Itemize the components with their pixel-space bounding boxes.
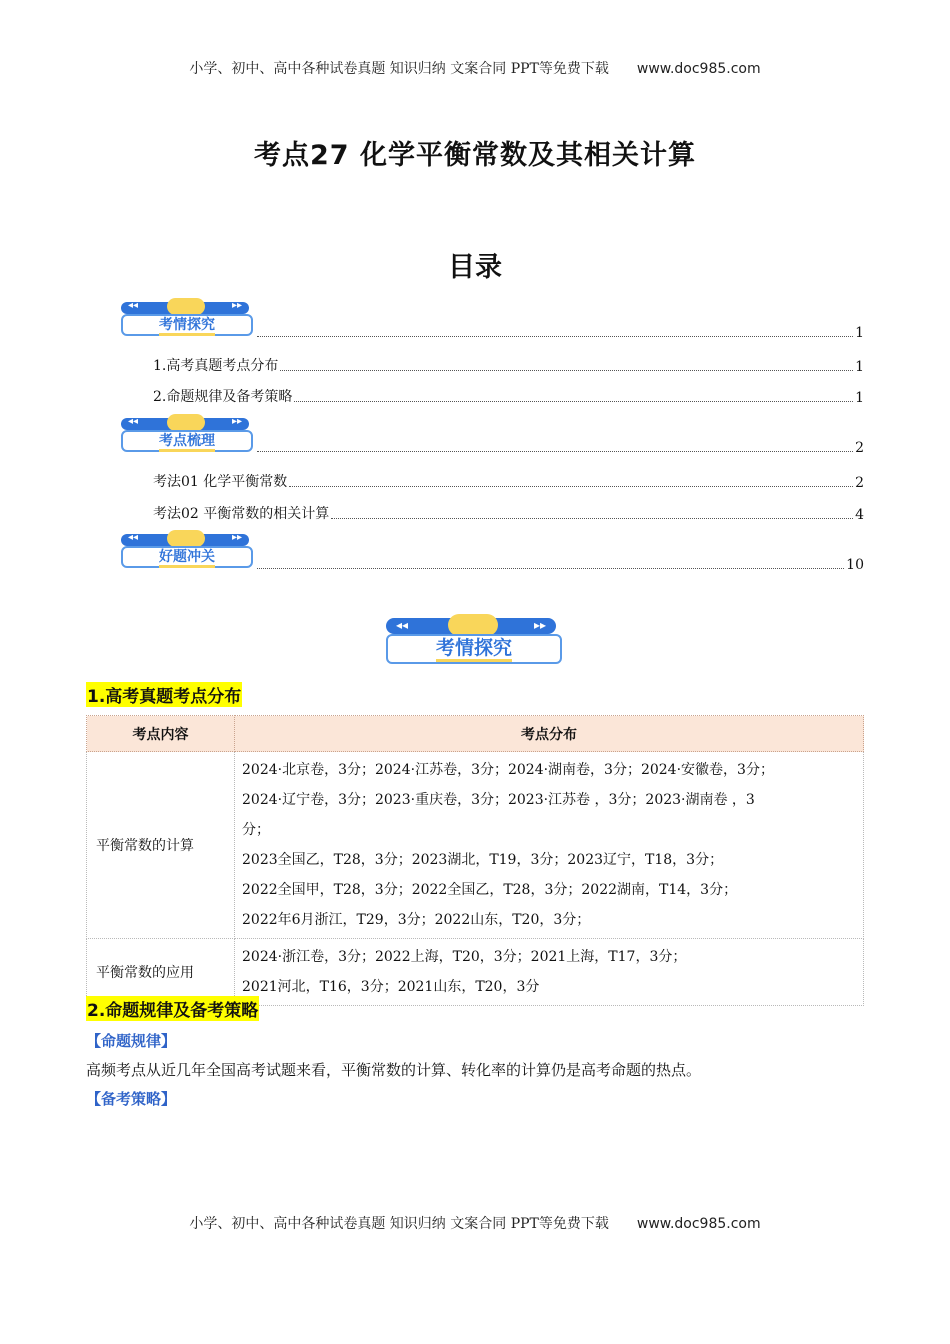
toc-row[interactable] (255, 440, 864, 456)
arrow-right-icon: ▸▸ (533, 618, 546, 632)
page-footer (0, 1213, 950, 1233)
arrow-left-icon: ◂◂ (128, 416, 139, 427)
toc-item-label: 2.命题规律及备考策略 (153, 389, 293, 405)
distribution-line: 2021河北，T16，3分；2021山东，T20，3分 (242, 979, 540, 995)
toc-leader (294, 401, 853, 402)
distribution-line: 2024·浙江卷，3分；2022上海，T20，3分；2021上海，T17，3分； (242, 949, 687, 965)
toc-item-label: 考法02 平衡常数的相关计算 (153, 506, 330, 522)
badge-knob (448, 614, 498, 636)
toc-heading: 目录 (448, 252, 502, 283)
toc-page-number: 4 (855, 507, 864, 523)
arrow-right-icon: ▸▸ (231, 416, 242, 427)
toc-item-label: 1.高考真题考点分布 (153, 358, 279, 374)
badge-label-box (386, 634, 562, 664)
header-text: 小学、初中、高中各种试卷真题 知识归纳 文案合同 PPT等免费下载 (189, 61, 609, 77)
distribution-line: 2022年6月浙江，T29，3分；2022山东，T20，3分； (242, 912, 591, 928)
badge-label-box (121, 314, 253, 336)
arrow-left-icon: ◂◂ (396, 618, 409, 632)
toc-row[interactable] (153, 503, 864, 523)
toc-page-number: 1 (855, 325, 864, 341)
exam-distribution-table (86, 715, 864, 1006)
toc-leader (331, 518, 853, 519)
badge-label-box (121, 546, 253, 568)
toc-page-number: 1 (855, 390, 864, 406)
rule-label: 【命题规律】 (86, 1032, 177, 1050)
topic-name: 平衡常数的计算 (87, 752, 235, 939)
topic-name: 平衡常数的应用 (87, 939, 235, 1006)
column-header: 考点内容 (87, 716, 235, 752)
distribution-line: 分； (242, 822, 270, 838)
rule-text: 高频考点从近几年全国高考试题来看，平衡常数的计算、转化率的计算仍是高考命题的热点。 (86, 1061, 702, 1079)
toc-badge-section-1[interactable] (121, 302, 253, 336)
badge-label: 好题冲关 (159, 550, 215, 568)
footer-text: 小学、初中、高中各种试卷真题 知识归纳 文案合同 PPT等免费下载 (189, 1216, 609, 1232)
header-site-link[interactable]: www.doc985.com (636, 61, 761, 77)
toc-leader (257, 568, 844, 569)
toc-page-number: 2 (855, 440, 864, 456)
toc-leader (280, 370, 853, 371)
page-header (0, 58, 950, 78)
arrow-left-icon: ◂◂ (128, 300, 139, 311)
badge-knob (167, 298, 205, 315)
toc-row[interactable] (153, 386, 864, 406)
toc-leader (257, 451, 853, 452)
table-header-row (87, 716, 864, 752)
section-heading-distribution: 1.高考真题考点分布 (86, 682, 242, 707)
badge-label: 考情探究 (159, 318, 215, 336)
badge-knob (167, 414, 205, 431)
toc-item-label: 考法01 化学平衡常数 (153, 474, 288, 490)
toc-row[interactable] (153, 355, 864, 375)
distribution-line: 2024·北京卷，3分；2024·江苏卷，3分；2024·湖南卷，3分；2024·安徽卷，3分； (242, 762, 774, 778)
badge-label: 考点梳理 (159, 434, 215, 452)
section-badge (386, 614, 562, 664)
toc-badge-section-3[interactable] (121, 534, 253, 568)
section-heading-strategy: 2.命题规律及备考策略 (86, 996, 259, 1021)
badge-label: 考情探究 (436, 638, 512, 662)
strategy-label: 【备考策略】 (86, 1090, 177, 1108)
toc-leader (289, 486, 853, 487)
toc-page-number: 1 (855, 359, 864, 375)
toc-badge-section-2[interactable] (121, 418, 253, 452)
distribution-line: 2024·辽宁卷，3分；2023·重庆卷，3分；2023·江苏卷 ，3分；2023·湖南卷 ，3 (242, 792, 755, 808)
arrow-right-icon: ▸▸ (231, 300, 242, 311)
badge-label-box (121, 430, 253, 452)
badge-knob (167, 530, 205, 547)
distribution-cell (235, 939, 864, 1006)
column-header: 考点分布 (235, 716, 864, 752)
arrow-right-icon: ▸▸ (231, 532, 242, 543)
table-row (87, 752, 864, 939)
toc-page-number: 2 (855, 475, 864, 491)
toc-row[interactable] (255, 557, 864, 573)
toc-row[interactable] (153, 471, 864, 491)
distribution-cell (235, 752, 864, 939)
toc-leader (257, 336, 853, 337)
footer-site-link[interactable]: www.doc985.com (636, 1216, 761, 1232)
page-title: 考点27 化学平衡常数及其相关计算 (254, 140, 696, 171)
toc-row[interactable] (255, 325, 864, 341)
distribution-line: 2023全国乙，T28，3分；2023湖北，T19，3分；2023辽宁，T18，3分； (242, 852, 724, 868)
distribution-line: 2022全国甲，T28，3分；2022全国乙，T28，3分；2022湖南，T14，3分； (242, 882, 738, 898)
arrow-left-icon: ◂◂ (128, 532, 139, 543)
toc-page-number: 10 (846, 557, 864, 573)
